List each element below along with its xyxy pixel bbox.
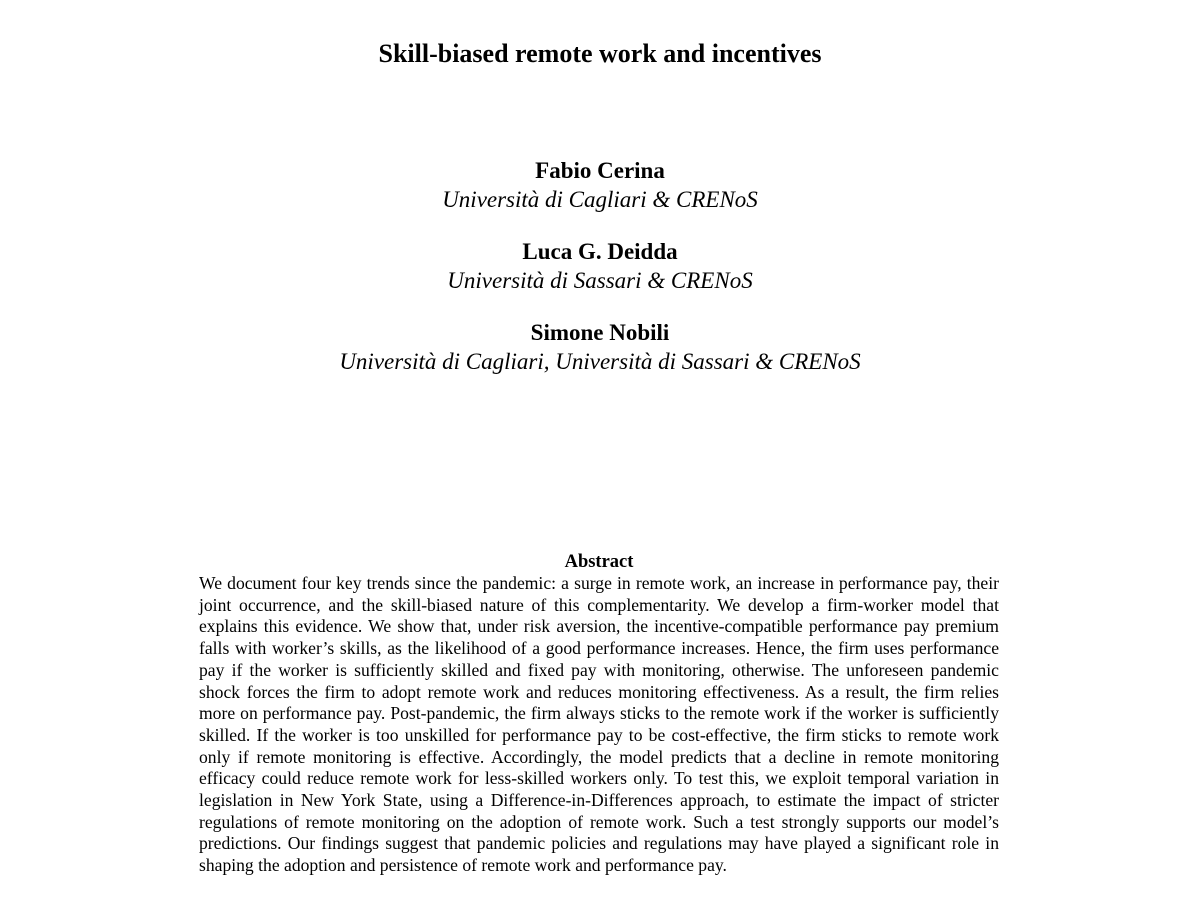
abstract-section [199,551,999,877]
author-affiliation: Università di Cagliari, Università di Sassari & CRENoS [339,349,861,374]
author-name: Simone Nobili [530,320,670,345]
author-list [0,156,1200,399]
author-name: Fabio Cerina [535,158,665,183]
author-block [0,156,1200,214]
author-name: Luca G. Deidda [522,239,678,264]
author-block [0,237,1200,295]
paper-title: Skill-biased remote work and incentives [378,39,822,68]
abstract-heading: Abstract [564,552,634,572]
author-block [0,318,1200,376]
author-affiliation: Università di Sassari & CRENoS [447,268,753,293]
author-affiliation: Università di Cagliari & CRENoS [442,187,758,212]
abstract-text: We document four key trends since the pandemic: a surge in remote work, an increase in performance pay, their joint occurrence, and the skill-biased nature of this complementarity. We develop a firm-worker model that explains this evidence. We show that, under risk aversion, the incentive-compatible performance pay premium falls with worker’s skills, as the likelihood of a good performance increases. Hence, the firm uses performance pay if the worker is sufficiently skilled and fixed pay with monitoring, otherwise. The unforeseen pandemic shock forces the firm to adopt remote work and reduces monitoring effectiveness. As a result, the firm relies more on performance pay. Post-pandemic, the firm always sticks to the remote work if the worker is sufficiently skilled. If the worker is too unskilled for performance pay to be cost-effective, the firm sticks to remote work only if remote monitoring is effective. Accordingly, the model predicts that a decline in remote monitoring efficacy could reduce remote work for less-skilled workers only. To test this, we exploit temporal variation in legislation in New York State, using a Difference-in-Differences approach, to estimate the impact of stricter regulations of remote monitoring on the adoption of remote work. Such a test strongly supports our model’s predictions. Our findings suggest that pandemic policies and regulations may have played a significant role in shaping the adoption and persistence of remote work and performance pay. [199,573,999,876]
